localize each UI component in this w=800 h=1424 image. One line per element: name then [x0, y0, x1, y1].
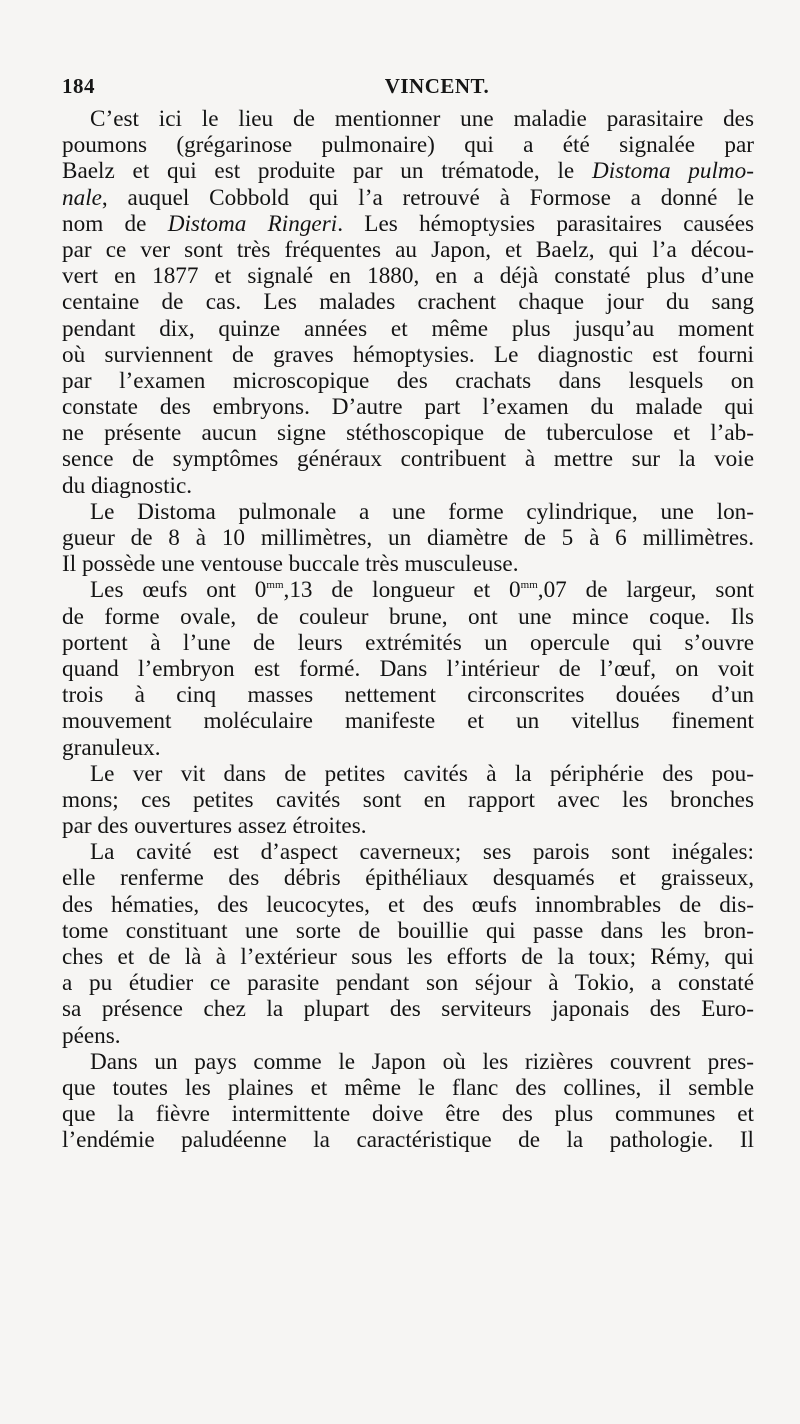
text-line: mons; ces petites cavités sont en rapport avec les bronches — [62, 786, 754, 813]
paragraph — [62, 577, 754, 760]
body-text — [62, 106, 754, 1154]
text-line: ches et de là à l’extérieur sous les efforts de la toux; Rémy, qui — [62, 944, 754, 970]
text-line: elle renferme des débris épithéliaux desquamés et graisseux, — [62, 865, 754, 892]
paragraph — [62, 761, 754, 840]
text-line: péens. — [62, 1022, 121, 1049]
text-line: portent à l’une de leurs extrémités un opercule qui s’ouvre — [62, 629, 754, 656]
text-line: pendant dix, quinze années et même plus jusqu’au moment — [62, 315, 754, 342]
page-number: 184 — [62, 74, 95, 98]
text-line: par ce ver sont très fréquentes au Japon, et Baelz, qui l’a décou- — [62, 236, 754, 263]
text-line: de forme ovale, de couleur brune, ont une mince coque. Ils — [62, 603, 754, 630]
text-line: ne présente aucun signe stéthoscopique de tuberculose et l’ab- — [62, 420, 754, 447]
running-title: VINCENT. — [384, 74, 490, 98]
text-line: La cavité est d’aspect caverneux; ses parois sont inégales: — [90, 839, 754, 866]
running-head — [62, 74, 752, 100]
text-line: Le Distoma pulmonale a une forme cylindrique, une lon- — [90, 498, 754, 525]
text-line: par l’examen microscopique des crachats dans lesquels on — [62, 367, 754, 394]
text-line: quand l’embryon est formé. Dans l’intérieur de l’œuf, on voit — [62, 655, 754, 682]
paragraph — [62, 1049, 754, 1154]
text-line: poumons (grégarinose pulmonaire) qui a été signalée par — [62, 132, 754, 159]
text-line: tome constituant une sorte de bouillie qui passe dans les bron- — [62, 917, 754, 944]
text-line: nale, auquel Cobbold qui l’a retrouvé à Formose a donné le — [62, 184, 754, 211]
text-line: l’endémie paludéenne la caractéristique de la pathologie. Il — [62, 1127, 754, 1154]
text-line: centaine de cas. Les malades crachent chaque jour du sang — [62, 289, 754, 316]
text-line: gueur de 8 à 10 millimètres, un diamètre de 5 à 6 millimètres. — [62, 525, 754, 551]
text-line: des hématies, des leucocytes, et des œufs innombrables de dis- — [62, 891, 754, 918]
text-line: Baelz et qui est produite par un trématode, le Distoma pulmo- — [62, 158, 754, 185]
text-line: Il possède une ventouse buccale très musculeuse. — [62, 551, 519, 578]
text-line: C’est ici le lieu de mentionner une maladie parasitaire des — [90, 106, 754, 132]
text-line: constate des embryons. D’autre part l’examen du malade qui — [62, 394, 754, 421]
text-line: sence de symptômes généraux contribuent à mettre sur la voie — [62, 446, 754, 473]
text-line: Le ver vit dans de petites cavités à la périphérie des pou- — [90, 760, 754, 787]
text-line: que la fièvre intermittente doive être des plus communes et — [62, 1101, 754, 1128]
text-line: granuleux. — [62, 734, 161, 761]
paragraph — [62, 106, 754, 499]
text-line: sa présence chez la plupart des serviteurs japonais des Euro- — [62, 996, 754, 1023]
text-line: nom de Distoma Ringeri. Les hémoptysies parasitaires causées — [62, 210, 755, 237]
text-line: mouvement moléculaire manifeste et un vitellus finement — [62, 708, 754, 735]
text-line: par des ouvertures assez étroites. — [62, 813, 367, 840]
text-line: du diagnostic. — [62, 472, 193, 499]
text-line: trois à cinq masses nettement circonscrites douées d’un — [62, 682, 754, 709]
text-line: Les œufs ont $0^{mm},13$ de longueur et $0^{mm},07$ de largeur, sont — [90, 577, 755, 604]
text-line: que toutes les plaines et même le flanc des collines, il semble — [62, 1074, 754, 1101]
paragraph — [62, 839, 754, 1049]
text-line: Dans un pays comme le Japon où les rizières couvrent pres- — [90, 1048, 754, 1075]
text-line: vert en 1877 et signalé en 1880, en a déjà constaté plus d’une — [62, 263, 754, 290]
paragraph — [62, 499, 754, 578]
text-line: a pu étudier ce parasite pendant son séjour à Tokio, a constaté — [62, 970, 754, 997]
text-line: où surviennent de graves hémoptysies. Le diagnostic est fourni — [62, 341, 754, 368]
